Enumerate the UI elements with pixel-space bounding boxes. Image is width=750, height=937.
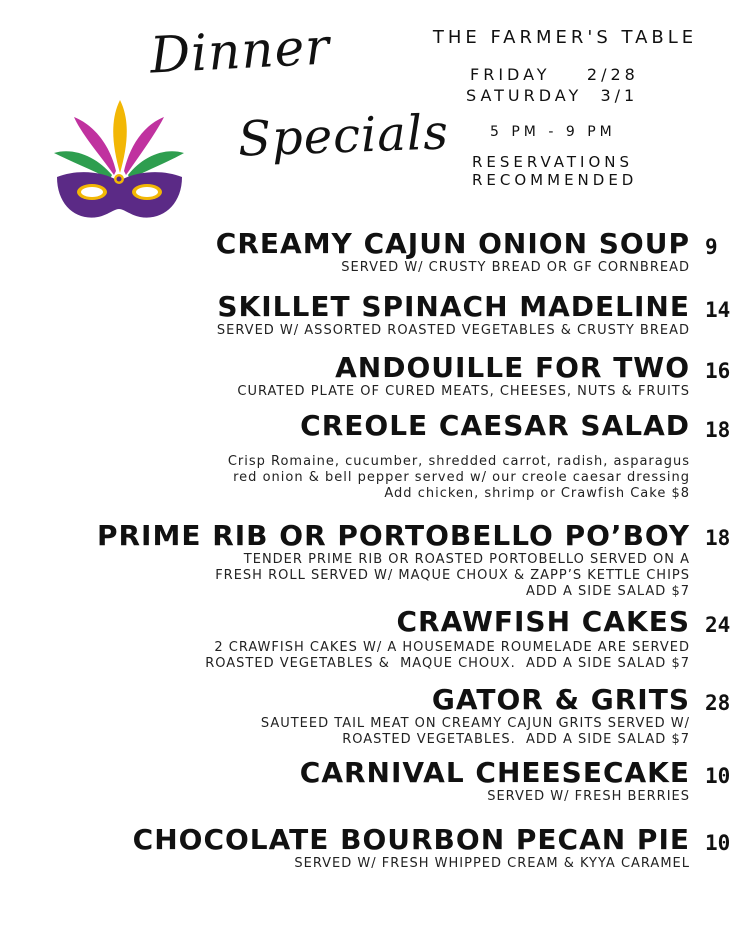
item-description: SERVED W/ FRESH WHIPPED CREAM & KYYA CARAMEL bbox=[294, 856, 690, 871]
reservations-note-line1: RESERVATIONS bbox=[472, 153, 634, 171]
item-price: 9 bbox=[705, 235, 718, 259]
item-description: SERVED W/ CRUSTY BREAD OR GF CORNBREAD bbox=[341, 260, 690, 275]
item-price: 10 bbox=[705, 831, 731, 855]
item-price: 18 bbox=[705, 418, 731, 442]
item-description-line2: FRESH ROLL SERVED W/ MAQUE CHOUX & ZAPP’S KETTLE CHIPS bbox=[215, 568, 690, 583]
menu-item bbox=[0, 410, 690, 502]
item-name: GATOR & GRITS bbox=[431, 683, 690, 716]
item-name: CREAMY CAJUN ONION SOUP bbox=[215, 227, 690, 260]
menu-item bbox=[0, 606, 690, 672]
item-price: 16 bbox=[705, 359, 731, 383]
item-name: CARNIVAL CHEESECAKE bbox=[299, 756, 690, 789]
reservations-note-line2: RECOMMENDED bbox=[472, 171, 638, 189]
item-description: SERVED W/ ASSORTED ROASTED VEGETABLES & CRUSTY BREAD bbox=[216, 323, 690, 338]
menu-item bbox=[0, 520, 690, 600]
item-name: PRIME RIB OR PORTOBELLO PO’BOY bbox=[96, 519, 690, 552]
item-name: CHOCOLATE BOURBON PECAN PIE bbox=[132, 823, 690, 856]
menu-item bbox=[0, 291, 690, 339]
date-line-friday: FRIDAY 2/28 bbox=[470, 65, 639, 84]
menu-item bbox=[0, 352, 690, 400]
restaurant-name: THE FARMER'S TABLE bbox=[432, 27, 698, 48]
item-name: CREOLE CAESAR SALAD bbox=[300, 409, 690, 442]
item-description-line1: Crisp Romaine, cucumber, shredded carrot, radish, asparagus bbox=[227, 454, 690, 469]
item-price: 24 bbox=[705, 613, 731, 637]
item-description-line1: 2 CRAWFISH CAKES W/ A HOUSEMADE ROUMELADE ARE SERVED bbox=[214, 640, 690, 655]
menu-item bbox=[0, 757, 690, 805]
item-price: 14 bbox=[705, 298, 731, 322]
menu-item bbox=[0, 684, 690, 748]
menu-item bbox=[0, 824, 690, 872]
item-description-line1: SAUTEED TAIL MEAT ON CREAMY CAJUN GRITS SERVED W/ bbox=[260, 716, 690, 731]
item-name: SKILLET SPINACH MADELINE bbox=[217, 290, 690, 323]
item-price: 28 bbox=[705, 691, 731, 715]
item-description-line2: red onion & bell pepper served w/ our creole caesar dressing bbox=[233, 470, 690, 485]
title-dinner: Dinner bbox=[148, 17, 332, 85]
menu-item bbox=[0, 228, 690, 276]
item-price: 10 bbox=[705, 764, 731, 788]
item-description-line1: TENDER PRIME RIB OR ROASTED PORTOBELLO SERVED ON A bbox=[243, 552, 690, 567]
hours: 5 PM - 9 PM bbox=[490, 124, 616, 140]
item-description-line2: ROASTED VEGETABLES & MAQUE CHOUX. ADD A SIDE SALAD $7 bbox=[205, 656, 690, 671]
item-name: CRAWFISH CAKES bbox=[396, 605, 690, 638]
item-price: 18 bbox=[705, 526, 731, 550]
title-specials: Specials bbox=[237, 104, 450, 168]
item-description: SERVED W/ FRESH BERRIES bbox=[487, 789, 690, 804]
item-description-line3: ADD A SIDE SALAD $7 bbox=[525, 584, 690, 599]
item-description: CURATED PLATE OF CURED MEATS, CHEESES, NUTS & FRUITS bbox=[237, 384, 690, 399]
item-description-line2: ROASTED VEGETABLES. ADD A SIDE SALAD $7 bbox=[342, 732, 690, 747]
item-description-line3: Add chicken, shrimp or Crawfish Cake $8 bbox=[384, 486, 690, 501]
date-line-saturday: SATURDAY 3/1 bbox=[466, 86, 639, 105]
item-name: ANDOUILLE FOR TWO bbox=[335, 351, 690, 384]
mardi-gras-mask-icon bbox=[52, 95, 187, 225]
